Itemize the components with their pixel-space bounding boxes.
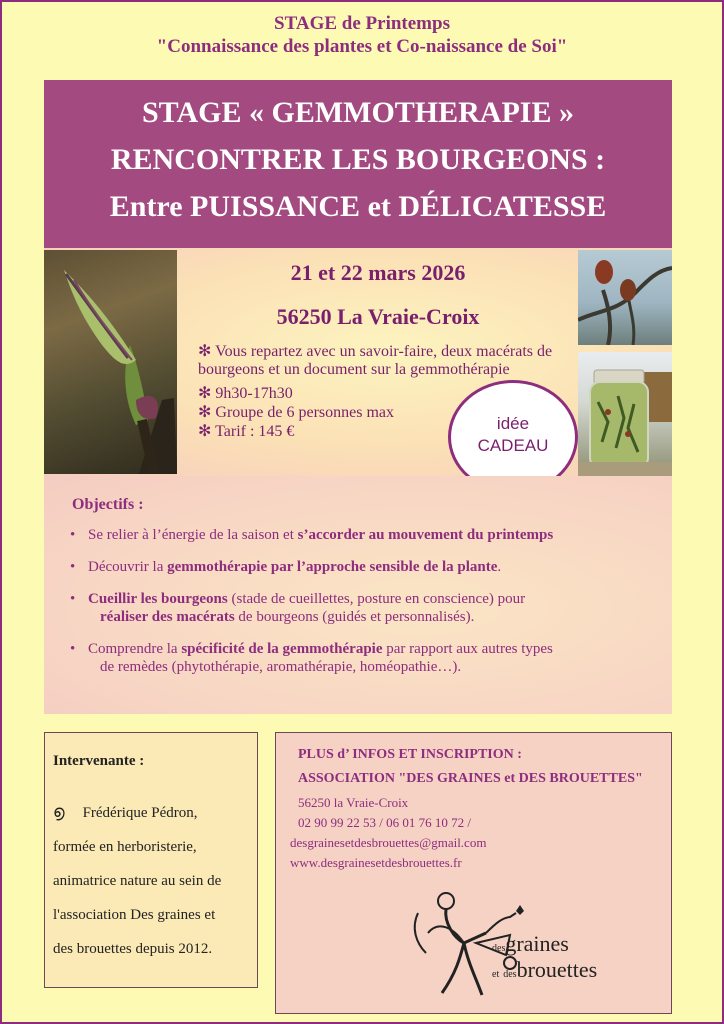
list-item — [70, 590, 650, 626]
spiral-icon: ൭ — [53, 802, 65, 821]
objective-text: Se relier à l’énergie de la saison et — [88, 527, 298, 543]
speaker-line — [53, 795, 253, 830]
branch-buds-photo — [578, 250, 672, 345]
banner-line-2: RENCONTRER LES BOURGEONS : — [110, 143, 606, 176]
objective-emphasis: gemmothérapie par l’approche sensible de la plante — [167, 559, 498, 575]
header — [0, 12, 724, 58]
list-item — [70, 640, 650, 676]
speaker-name: Frédérique Pédron, — [82, 805, 198, 821]
association-name: ASSOCIATION "DES GRAINES et DES BROUETTES" — [298, 771, 643, 786]
speaker-line: des brouettes depuis 2012. — [53, 941, 213, 957]
objective-emphasis: spécificité de la gemmothérapie — [181, 641, 383, 657]
asterisk-icon: ✻ — [198, 404, 212, 421]
list-item — [70, 526, 650, 544]
contact-address: 56250 la Vraie-Croix — [298, 795, 409, 810]
banner-line-1: STAGE « GEMMOTHERAPIE » — [142, 96, 574, 129]
contact-title: PLUS d’ INFOS ET INSCRIPTION : — [298, 747, 522, 762]
contact-website[interactable]: www.desgrainesetdesbrouettes.fr — [290, 855, 462, 870]
objective-text: de bourgeons (guidés et personnalisés). — [234, 609, 475, 625]
contact-details — [290, 793, 487, 873]
logo-graines: graines — [505, 931, 569, 956]
macerate-jar-photo — [578, 352, 672, 476]
objective-text: Découvrir la — [88, 559, 168, 575]
bullet-icon: • — [70, 591, 76, 607]
header-line-2: "Connaissance des plantes et Co-naissance de Soi" — [156, 36, 568, 57]
speaker-line: formée en herboristerie, — [53, 839, 197, 855]
gift-line-2: CADEAU — [477, 436, 549, 455]
objective-text: (stade de cueillettes, posture en conscience) pour — [227, 591, 526, 607]
objective-text: Comprendre la — [88, 641, 182, 657]
title-banner — [44, 80, 672, 248]
objective-continuation — [88, 608, 650, 626]
asterisk-icon: ✻ — [198, 385, 212, 402]
contact-box — [275, 732, 672, 1014]
objective-text: par rapport aux autres types — [382, 641, 553, 657]
objectives-list — [70, 526, 650, 690]
objectives-panel — [44, 476, 672, 714]
bullet-icon: • — [70, 641, 76, 657]
group-text: Groupe de 6 personnes max — [215, 404, 395, 421]
gift-line-1: idée — [496, 414, 530, 433]
hours-text: 9h30-17h30 — [215, 385, 293, 402]
speaker-box — [44, 732, 258, 988]
objective-emphasis: Cueillir les bourgeons — [88, 591, 228, 607]
contact-phones: 02 90 99 22 53 / 06 01 76 10 72 / — [298, 815, 471, 830]
objectives-title: Objectifs : — [72, 496, 144, 513]
list-item — [70, 558, 650, 576]
logo-brouettes: brouettes — [516, 957, 598, 982]
objective-continuation: de remèdes (phytothérapie, aromathérapie, homéopathie…). — [100, 659, 462, 675]
bud-photo — [44, 250, 177, 474]
header-line-1: STAGE de Printemps — [274, 13, 450, 34]
bullet-icon: • — [70, 527, 76, 543]
event-dates: 21 et 22 mars 2026 — [290, 260, 466, 285]
logo-et: et — [492, 969, 500, 980]
asterisk-icon: ✻ — [198, 423, 212, 440]
speaker-title: Intervenante : — [53, 753, 145, 769]
banner-line-3: Entre PUISSANCE et DÉLICATESSE — [109, 190, 607, 223]
logo-des: des — [492, 943, 506, 954]
description-text: Vous repartez avec un savoir-faire, deux macérats de bourgeons et un document sur la gemmothérapie — [198, 343, 553, 378]
event-place: 56250 La Vraie-Croix — [276, 304, 480, 329]
asterisk-icon: ✻ — [198, 343, 212, 360]
objective-emphasis: s’accorder au mouvement du printemps — [297, 527, 554, 543]
price-text: Tarif : 145 € — [215, 423, 295, 440]
logo-des-2: des — [503, 969, 517, 980]
speaker-bio — [53, 795, 253, 966]
objective-emphasis: réaliser des macérats — [100, 609, 235, 625]
association-logo — [492, 931, 597, 983]
speaker-line: animatrice nature au sein de — [53, 873, 222, 889]
objective-text: . — [497, 559, 502, 575]
bullet-icon: • — [70, 559, 76, 575]
contact-email[interactable]: desgrainesetdesbrouettes@gmail.com — [290, 835, 487, 850]
speaker-line: l'association Des graines et — [53, 907, 216, 923]
details-description — [198, 343, 570, 379]
